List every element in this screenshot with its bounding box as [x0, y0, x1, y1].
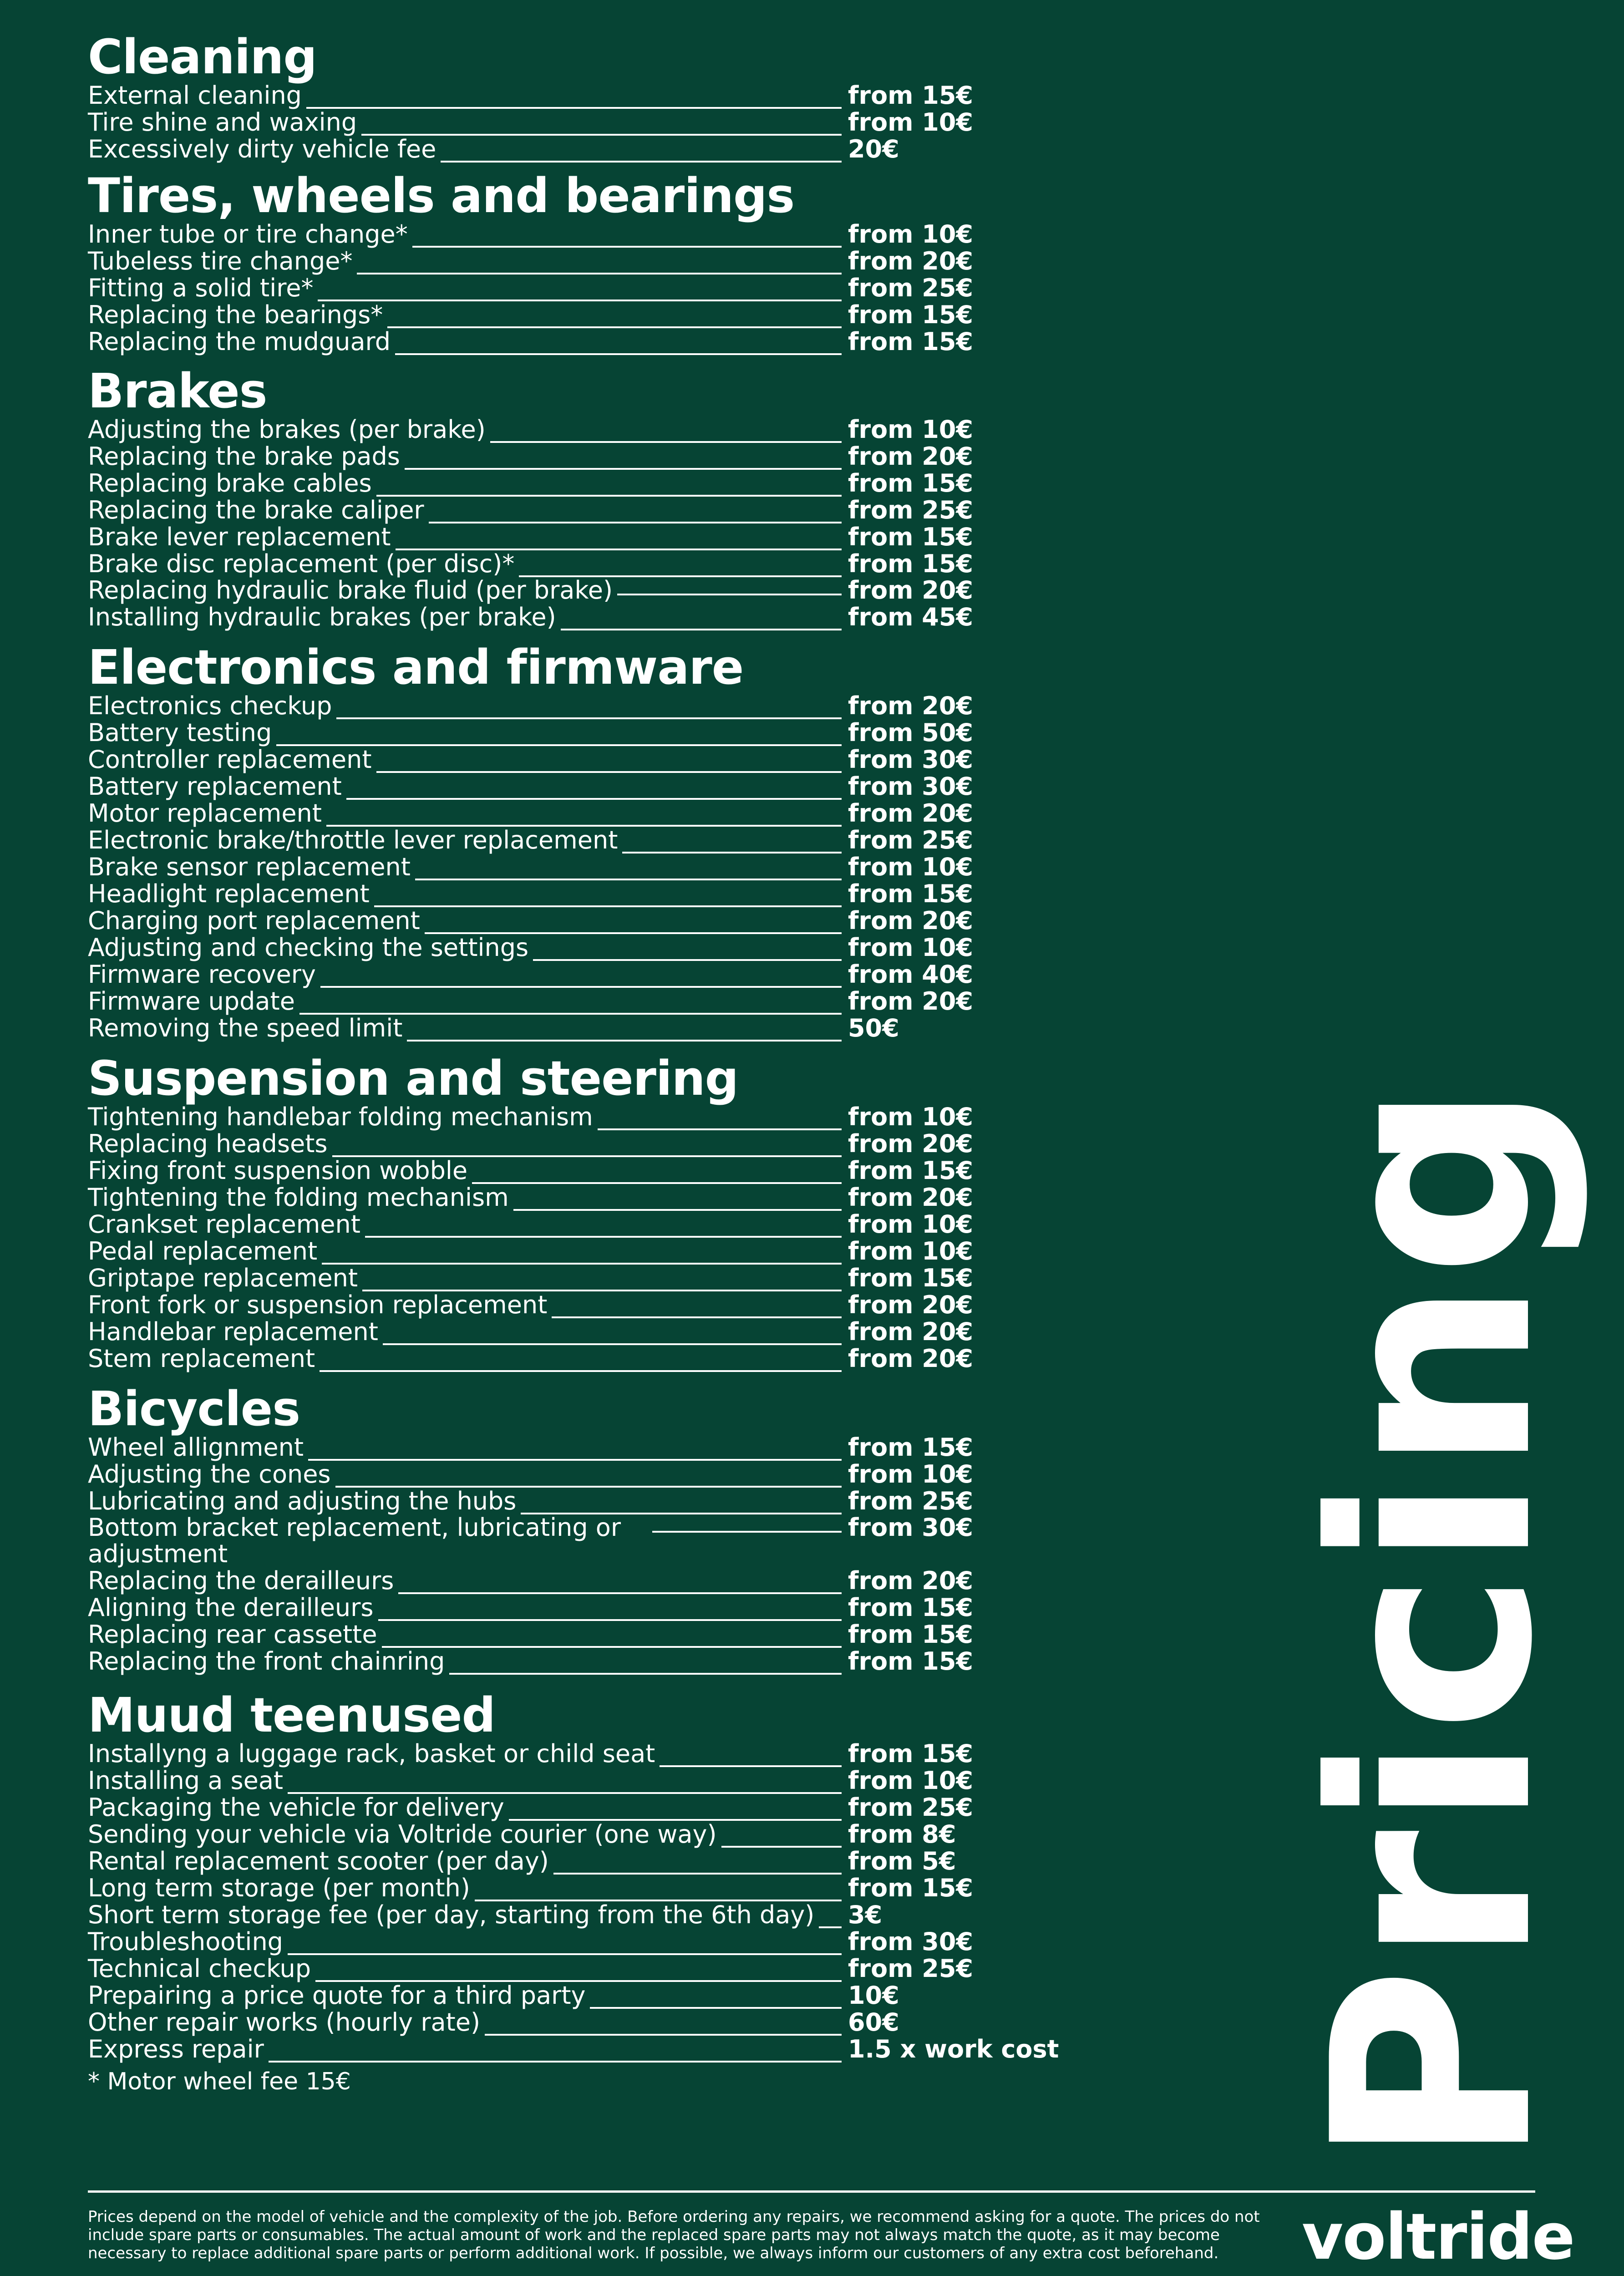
- price-row: [88, 1434, 1044, 1461]
- service-name: Inner tube or tire change*: [88, 220, 408, 249]
- service-price: from 20€: [848, 1344, 974, 1373]
- service-name: Adjusting the cones: [88, 1460, 331, 1489]
- price-row: [88, 221, 1044, 248]
- service-price: from 15€: [848, 1620, 974, 1649]
- service-name: Handlebar replacement: [88, 1317, 378, 1346]
- service-price: from 40€: [848, 960, 974, 989]
- price-row: [88, 523, 1044, 550]
- service-name: Long term storage (per month): [88, 1874, 470, 1902]
- service-name: Bottom bracket replacement, lubricating or adjustment: [88, 1513, 621, 1568]
- price-row: [88, 497, 1044, 523]
- price-row: [88, 1794, 1044, 1821]
- price-row: [88, 1130, 1044, 1157]
- leader-line: [622, 852, 842, 854]
- service-price: from 20€: [848, 1129, 974, 1158]
- service-price: from 30€: [848, 1927, 974, 1956]
- leader-line: [819, 1926, 842, 1928]
- service-price: from 30€: [848, 745, 974, 774]
- leader-line: [318, 300, 842, 301]
- service-price: from 10€: [848, 415, 974, 444]
- leader-line: [485, 2034, 842, 2036]
- price-row: [88, 1767, 1044, 1794]
- leader-line: [441, 161, 842, 163]
- leader-line: [533, 959, 842, 961]
- leader-line: [365, 1236, 842, 1238]
- price-row: [88, 604, 1044, 630]
- service-name: Installing hydraulic brakes (per brake): [88, 603, 556, 631]
- price-row: [88, 1103, 1044, 1130]
- leader-line: [306, 107, 842, 109]
- price-row: [88, 248, 1044, 274]
- price-row: [88, 1821, 1044, 1848]
- leader-line: [472, 1182, 842, 1184]
- service-name: Electronics checkup: [88, 691, 332, 720]
- service-name: Replacing headsets: [88, 1129, 328, 1158]
- price-section: [88, 1381, 1044, 1676]
- voltride-logo: voltride: [1302, 2200, 1574, 2274]
- service-name: Controller replacement: [88, 745, 372, 774]
- leader-line: [721, 1846, 842, 1848]
- price-row: [88, 692, 1044, 719]
- service-price: from 15€: [848, 1433, 974, 1462]
- price-row: [88, 109, 1044, 136]
- service-price: from 10€: [848, 1237, 974, 1265]
- leader-line: [513, 1209, 842, 1211]
- leader-line: [412, 246, 842, 248]
- service-name: Charging port replacement: [88, 906, 420, 935]
- price-row: [88, 1461, 1044, 1488]
- leader-line: [552, 1316, 842, 1318]
- price-row: [88, 328, 1044, 355]
- leader-line: [336, 717, 842, 719]
- service-name: Sending your vehicle via Voltride courier (one way): [88, 1820, 717, 1849]
- price-row: [88, 1015, 1044, 1041]
- service-name: Replacing the bearings*: [88, 300, 383, 329]
- service-price: from 30€: [848, 772, 974, 801]
- price-row: [88, 550, 1044, 577]
- leader-line: [490, 441, 842, 443]
- leader-line: [395, 353, 842, 355]
- service-price: 50€: [848, 1014, 899, 1042]
- price-row: [88, 1157, 1044, 1184]
- service-price: from 10€: [848, 108, 974, 137]
- section-title: Tires, wheels and bearings: [88, 168, 795, 224]
- service-price: from 20€: [848, 799, 974, 828]
- section-title: Electronics and firmware: [88, 640, 744, 695]
- price-section: [88, 1687, 1059, 2063]
- service-name: Tightening the folding mechanism: [88, 1183, 509, 1212]
- service-name: Removing the speed limit: [88, 1014, 403, 1042]
- service-price: from 15€: [848, 523, 974, 551]
- price-row: [88, 1740, 1044, 1767]
- service-name: Brake sensor replacement: [88, 853, 411, 881]
- price-row: [88, 1648, 1044, 1675]
- leader-line: [561, 629, 842, 630]
- price-row: [88, 443, 1044, 470]
- service-price: 20€: [848, 135, 899, 163]
- service-price: from 15€: [848, 879, 974, 908]
- leader-line: [383, 1343, 842, 1345]
- service-price: from 10€: [848, 1102, 974, 1131]
- service-name: Wheel allignment: [88, 1433, 304, 1462]
- footnote: * Motor wheel fee 15€: [88, 2068, 351, 2095]
- price-row: [88, 1621, 1044, 1648]
- service-name: Replacing the mudguard: [88, 327, 391, 356]
- price-row: [88, 1982, 1044, 2009]
- price-row: [88, 301, 1044, 328]
- service-price: from 25€: [848, 826, 974, 854]
- service-name: Express repair: [88, 2035, 264, 2063]
- service-price: from 10€: [848, 220, 974, 249]
- price-row: [88, 719, 1044, 746]
- service-name: External cleaning: [88, 81, 302, 110]
- price-row: [88, 1567, 1044, 1594]
- section-title: Bicycles: [88, 1381, 300, 1437]
- service-price: from 15€: [848, 300, 974, 329]
- service-name: Replacing the front chainring: [88, 1647, 445, 1676]
- price-row: [88, 1594, 1044, 1621]
- service-name: Adjusting and checking the settings: [88, 933, 529, 962]
- service-name: Griptape replacement: [88, 1264, 358, 1292]
- service-price: from 15€: [848, 469, 974, 498]
- leader-line: [617, 594, 842, 595]
- service-name: Tire shine and waxing: [88, 108, 357, 137]
- service-name: Troubleshooting: [88, 1927, 283, 1956]
- price-row: [88, 274, 1044, 301]
- service-price: from 25€: [848, 1954, 974, 1983]
- service-name: Replacing rear cassette: [88, 1620, 377, 1649]
- service-price: from 10€: [848, 1210, 974, 1239]
- service-name: Tubeless tire change*: [88, 247, 353, 275]
- leader-line: [652, 1531, 842, 1533]
- service-price: from 15€: [848, 1264, 974, 1292]
- service-price: from 10€: [848, 933, 974, 962]
- service-price: from 30€: [848, 1513, 974, 1542]
- service-price: 3€: [848, 1900, 883, 1929]
- service-name: Replacing the brake caliper: [88, 496, 424, 524]
- service-name: Other repair works (hourly rate): [88, 2008, 481, 2037]
- leader-line: [269, 2061, 842, 2063]
- service-name: Replacing brake cables: [88, 469, 372, 498]
- price-row: [88, 961, 1044, 988]
- service-name: Aligning the derailleurs: [88, 1593, 374, 1622]
- service-price: from 25€: [848, 1793, 974, 1822]
- leader-line: [346, 798, 842, 800]
- price-row: [88, 416, 1044, 443]
- price-row: [88, 1238, 1044, 1265]
- service-name: Adjusting the brakes (per brake): [88, 415, 486, 444]
- leader-line: [308, 1459, 842, 1461]
- price-section: [88, 1053, 1044, 1372]
- price-row: [88, 1211, 1044, 1238]
- price-row: [88, 746, 1044, 773]
- leader-line: [376, 771, 842, 773]
- price-row: [88, 1955, 1044, 1982]
- service-name: Headlight replacement: [88, 879, 370, 908]
- price-row: [88, 2009, 1044, 2036]
- price-row: [88, 470, 1044, 497]
- leader-line: [288, 1953, 842, 1955]
- service-name: Front fork or suspension replacement: [88, 1290, 548, 1319]
- leader-line: [376, 495, 842, 497]
- service-price: from 25€: [848, 1487, 974, 1515]
- price-row: [88, 82, 1044, 109]
- price-row: [88, 1901, 1044, 1928]
- disclaimer-text: Prices depend on the model of vehicle and the complexity of the job. Before ordering any repairs, we recommend asking for a quote. The prices do not include spare parts or consumables. The actual amount of work and the replaced spare parts may not always match the quote, as it may become necessary to replace additional spare parts or perform additional work. If possible, we always inform our customers of any extra cost beforehand.: [88, 2208, 1260, 2262]
- side-title: Pricing: [1274, 1080, 1593, 2167]
- service-price: from 20€: [848, 576, 974, 605]
- price-section: [88, 642, 1044, 1041]
- service-price: from 20€: [848, 691, 974, 720]
- service-name: Excessively dirty vehicle fee: [88, 135, 436, 163]
- service-price: from 5€: [848, 1847, 956, 1875]
- service-name: Brake lever replacement: [88, 523, 391, 551]
- price-row: [88, 773, 1044, 800]
- price-list: [88, 29, 1059, 2095]
- service-name: Packaging the vehicle for delivery: [88, 1793, 504, 1822]
- service-price: from 15€: [848, 549, 974, 578]
- service-price: from 15€: [848, 81, 974, 110]
- service-price: from 20€: [848, 1317, 974, 1346]
- price-row: [88, 1514, 1044, 1567]
- price-row: [88, 1345, 1044, 1372]
- service-price: from 45€: [848, 603, 974, 631]
- service-name: Fitting a solid tire*: [88, 274, 314, 302]
- price-row: [88, 1184, 1044, 1211]
- service-price: from 20€: [848, 1183, 974, 1212]
- service-price: from 20€: [848, 247, 974, 275]
- leader-line: [357, 273, 842, 274]
- price-row: [88, 934, 1044, 961]
- service-name: Installing a seat: [88, 1766, 284, 1795]
- service-name: Motor replacement: [88, 799, 322, 828]
- price-row: [88, 880, 1044, 907]
- leader-line: [598, 1128, 842, 1130]
- price-row: [88, 1875, 1044, 1901]
- price-row: [88, 136, 1044, 163]
- service-name: Tightening handlebar folding mechanism: [88, 1102, 593, 1131]
- leader-line: [553, 1873, 842, 1875]
- service-name: Firmware recovery: [88, 960, 316, 989]
- service-name: Lubricating and adjusting the hubs: [88, 1487, 517, 1515]
- price-row: [88, 988, 1044, 1015]
- service-name: Replacing hydraulic brake fluid (per brake): [88, 576, 613, 605]
- price-row: [88, 1291, 1044, 1318]
- service-price: 60€: [848, 2008, 899, 2037]
- service-name: Replacing the derailleurs: [88, 1566, 394, 1595]
- service-name: Stem replacement: [88, 1344, 315, 1373]
- leader-line: [405, 468, 842, 470]
- leader-line: [415, 879, 842, 880]
- price-row: [88, 827, 1044, 854]
- service-name: Crankset replacement: [88, 1210, 360, 1239]
- price-row: [88, 1318, 1044, 1345]
- service-price: from 20€: [848, 987, 974, 1016]
- service-price: from 15€: [848, 1739, 974, 1768]
- service-price: from 50€: [848, 718, 974, 747]
- service-price: from 25€: [848, 274, 974, 302]
- price-section: [88, 363, 1044, 631]
- service-name: Electronic brake/throttle lever replacement: [88, 826, 618, 854]
- leader-line: [382, 1646, 842, 1648]
- section-title: Brakes: [88, 363, 267, 419]
- service-name: Short term storage fee (per day, starting from the 6th day): [88, 1900, 815, 1929]
- service-price: from 20€: [848, 1290, 974, 1319]
- service-name: Technical checkup: [88, 1954, 311, 1983]
- service-price: 1.5 x work cost: [848, 2035, 1059, 2063]
- service-price: from 20€: [848, 1566, 974, 1595]
- section-title: Suspension and steering: [88, 1051, 739, 1106]
- service-name: Installyng a luggage rack, basket or child seat: [88, 1739, 655, 1768]
- leader-line: [398, 1592, 842, 1594]
- leader-line: [660, 1765, 842, 1767]
- leader-line: [407, 1040, 842, 1041]
- service-price: from 20€: [848, 906, 974, 935]
- service-price: from 15€: [848, 1156, 974, 1185]
- service-price: from 10€: [848, 853, 974, 881]
- service-price: from 10€: [848, 1460, 974, 1489]
- service-name: Pedal replacement: [88, 1237, 318, 1265]
- footer-divider: [88, 2190, 1535, 2193]
- sections-container: [88, 29, 1059, 2063]
- service-name: Rental replacement scooter (per day): [88, 1847, 549, 1875]
- leader-line: [374, 905, 842, 907]
- leader-line: [429, 522, 842, 523]
- service-name: Replacing the brake pads: [88, 442, 400, 471]
- service-name: Firmware update: [88, 987, 295, 1016]
- service-name: Fixing front suspension wobble: [88, 1156, 468, 1185]
- service-name: Brake disc replacement (per disc)*: [88, 549, 515, 578]
- service-price: from 15€: [848, 1647, 974, 1676]
- price-row: [88, 1488, 1044, 1514]
- leader-line: [320, 986, 842, 988]
- leader-line: [590, 2007, 842, 2009]
- service-name: Battery replacement: [88, 772, 342, 801]
- price-row: [88, 2035, 1059, 2063]
- service-price: from 15€: [848, 327, 974, 356]
- leader-line: [320, 1370, 842, 1372]
- service-name: Prepairing a price quote for a third party: [88, 1981, 586, 2010]
- service-price: from 8€: [848, 1820, 956, 1849]
- service-price: from 15€: [848, 1874, 974, 1902]
- price-row: [88, 1265, 1044, 1291]
- service-price: from 20€: [848, 442, 974, 471]
- leader-line: [387, 326, 842, 328]
- service-name: Battery testing: [88, 718, 272, 747]
- service-price: from 15€: [848, 1593, 974, 1622]
- price-row: [88, 907, 1044, 934]
- leader-line: [322, 1263, 842, 1265]
- price-row: [88, 854, 1044, 880]
- price-section: [88, 168, 1044, 356]
- section-title: Muud teenused: [88, 1687, 495, 1743]
- price-section: [88, 29, 1044, 163]
- leader-line: [449, 1673, 842, 1675]
- price-row: [88, 577, 1044, 604]
- section-title: Cleaning: [88, 29, 317, 85]
- service-price: from 25€: [848, 496, 974, 524]
- service-price: from 10€: [848, 1766, 974, 1795]
- price-row: [88, 800, 1044, 827]
- leader-line: [378, 1619, 842, 1621]
- price-row: [88, 1928, 1044, 1955]
- service-price: 10€: [848, 1981, 899, 2010]
- price-row: [88, 1848, 1044, 1875]
